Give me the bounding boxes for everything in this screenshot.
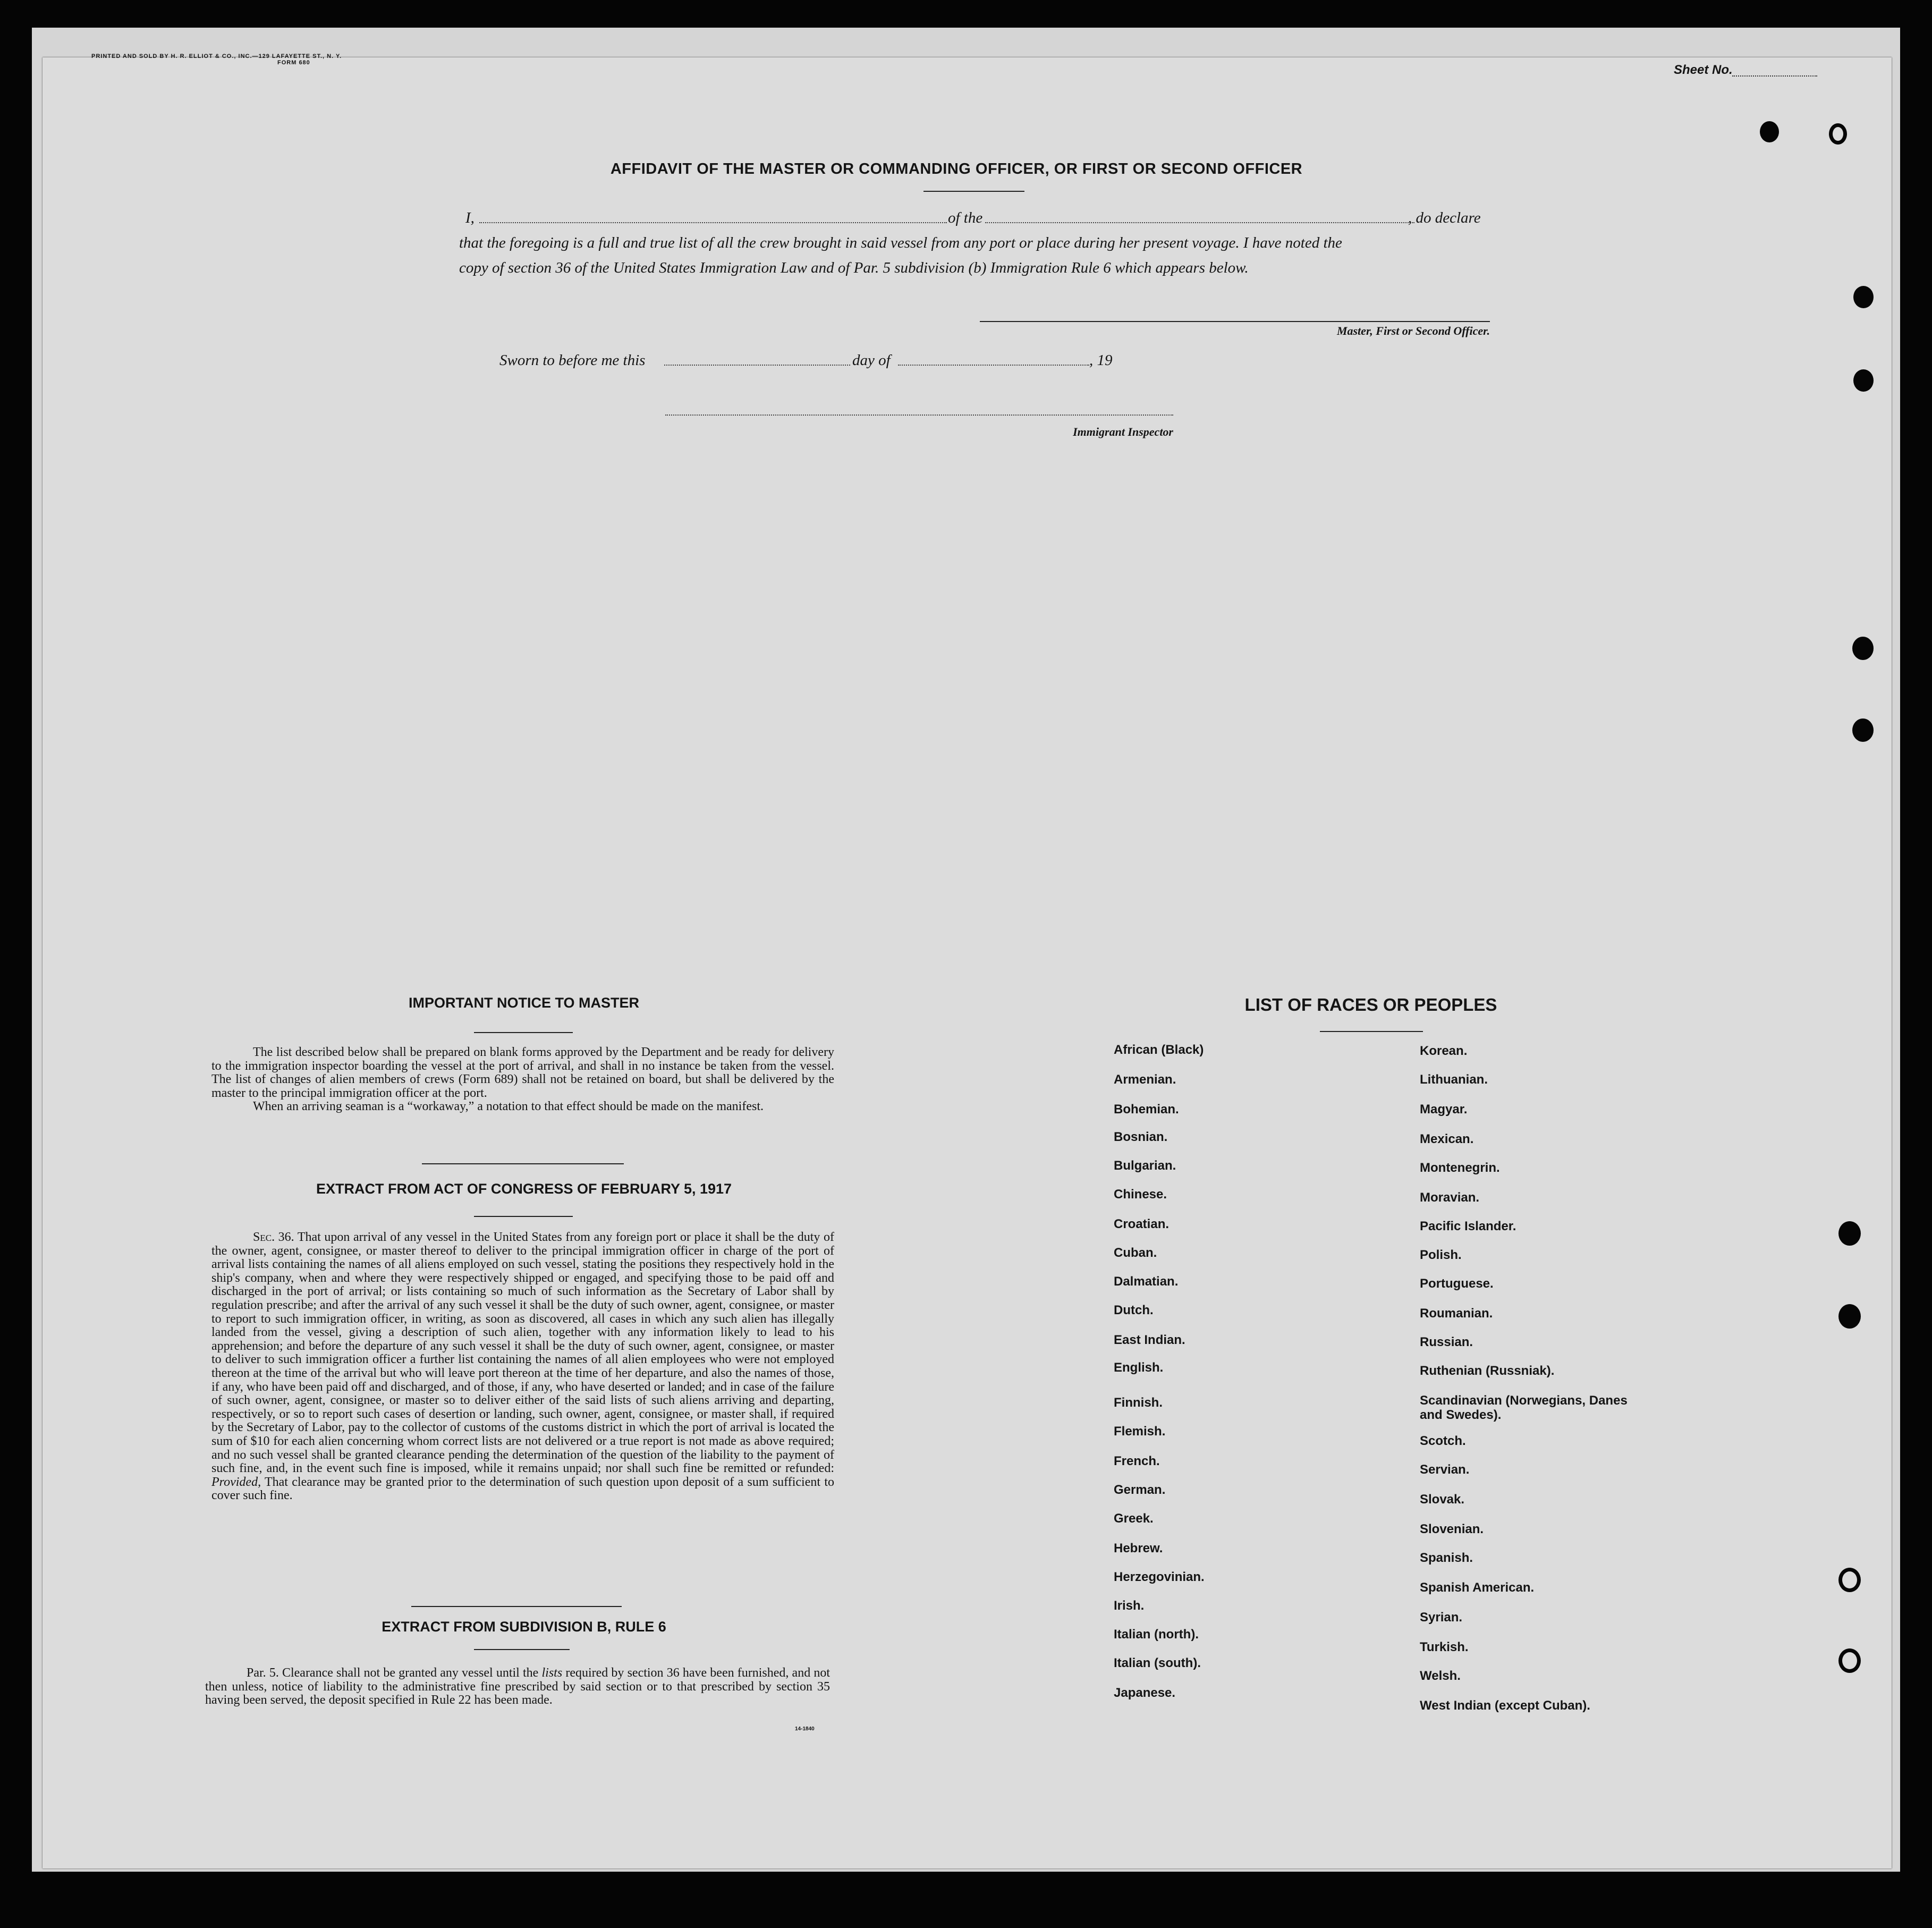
race-item: Italian (north). xyxy=(1114,1627,1199,1642)
section-divider xyxy=(422,1163,624,1164)
affidavit-title: AFFIDAVIT OF THE MASTER OR COMMANDING OFFICER, OR FIRST OR SECOND OFFICER xyxy=(610,160,1303,177)
rule-body-b: required by section 36 have been furnished, and not then unless, notice of liability to the administrative fine prescribed by said section or to that prescribed by section 35 having been served, the deposit specified in Rule 22 has been made. xyxy=(205,1666,831,1707)
form-number: FORM 680 xyxy=(277,60,310,66)
sheet-number-label: Sheet No. xyxy=(1674,63,1733,77)
race-item: Flemish. xyxy=(1114,1424,1166,1439)
rule-body-a: Par. 5. Clearance shall not be granted any vessel until the xyxy=(247,1666,539,1680)
race-item: English. xyxy=(1114,1360,1164,1375)
race-item: Welsh. xyxy=(1420,1669,1461,1683)
race-item: Dutch. xyxy=(1114,1303,1154,1317)
section-36-text xyxy=(211,1231,834,1503)
race-item: Cuban. xyxy=(1114,1246,1157,1260)
race-item: Italian (south). xyxy=(1114,1656,1201,1670)
race-item: Greek. xyxy=(1114,1511,1154,1526)
act-divider xyxy=(474,1216,573,1217)
race-item: German. xyxy=(1114,1483,1166,1497)
race-item: Japanese. xyxy=(1114,1686,1176,1700)
race-item: Magyar. xyxy=(1420,1102,1468,1117)
i-label: I, xyxy=(465,209,474,226)
notice-body xyxy=(211,1046,834,1114)
race-item: Armenian. xyxy=(1114,1072,1176,1087)
race-item: French. xyxy=(1114,1454,1160,1468)
sworn-month-field[interactable] xyxy=(898,365,1089,366)
inspector-caption: Immigrant Inspector xyxy=(1073,425,1173,438)
race-item: Russian. xyxy=(1420,1335,1473,1349)
race-item: West Indian (except Cuban). xyxy=(1420,1698,1590,1713)
printer-line: PRINTED AND SOLD BY H. R. ELLIOT & CO., INC.—129 LAFAYETTE ST., N. Y. xyxy=(91,53,342,60)
form-code: 14-1840 xyxy=(795,1726,815,1732)
race-item: Scotch. xyxy=(1420,1434,1466,1448)
declaration-line-3: copy of section 36 of the United States Immigration Law and of Par. 5 subdivision (b) Immigration Rule 6 which appears below. xyxy=(459,259,1249,276)
sec-36-proviso: That clearance may be granted prior to the determination of such question upon deposit of a sum sufficient to cover such fine. xyxy=(211,1475,834,1503)
races-divider xyxy=(1320,1031,1423,1032)
punch-hole xyxy=(1838,1568,1861,1592)
race-item: Slovenian. xyxy=(1420,1522,1484,1536)
race-item: Slovak. xyxy=(1420,1492,1465,1507)
inspector-signature-line[interactable] xyxy=(665,415,1173,416)
do-declare-label: , do declare xyxy=(1408,209,1481,226)
race-item: African (Black) xyxy=(1114,1043,1204,1057)
races-title: LIST OF RACES OR PEOPLES xyxy=(1244,995,1497,1014)
form-page xyxy=(43,57,1892,1868)
race-item: Bosnian. xyxy=(1114,1130,1168,1144)
race-item: Hebrew. xyxy=(1114,1541,1163,1555)
punch-hole xyxy=(1838,1221,1861,1246)
race-item: Spanish American. xyxy=(1420,1580,1535,1595)
race-item: Spanish. xyxy=(1420,1551,1473,1565)
race-item: Mexican. xyxy=(1420,1132,1474,1146)
race-item: Finnish. xyxy=(1114,1396,1163,1410)
notice-divider xyxy=(474,1032,573,1033)
punch-hole xyxy=(1838,1304,1861,1329)
vessel-field[interactable] xyxy=(985,222,1414,223)
race-item: Polish. xyxy=(1420,1248,1462,1262)
section-divider xyxy=(411,1606,622,1607)
punch-hole xyxy=(1760,121,1779,142)
race-item: Bulgarian. xyxy=(1114,1159,1176,1173)
race-item: Montenegrin. xyxy=(1420,1161,1500,1175)
sheet-number-field[interactable] xyxy=(1732,75,1817,77)
race-item: East Indian. xyxy=(1114,1333,1185,1347)
printer-imprint xyxy=(91,53,463,66)
provided-word: Provided, xyxy=(211,1475,261,1489)
title-divider xyxy=(923,191,1024,192)
race-item: Turkish. xyxy=(1420,1640,1469,1654)
rule-extract-title: EXTRACT FROM SUBDIVISION B, RULE 6 xyxy=(382,1619,666,1635)
race-item: Portuguese. xyxy=(1420,1276,1494,1291)
race-item: Chinese. xyxy=(1114,1187,1167,1202)
punch-hole xyxy=(1853,369,1874,392)
race-item: Scandinavian (Norwegians, Danes and Swedes). xyxy=(1420,1393,1628,1422)
notice-title: IMPORTANT NOTICE TO MASTER xyxy=(409,995,639,1011)
punch-hole xyxy=(1838,1648,1861,1673)
race-item: Ruthenian (Russniak). xyxy=(1420,1364,1555,1378)
name-field[interactable] xyxy=(479,222,947,223)
race-item: Lithuanian. xyxy=(1420,1072,1488,1087)
punch-hole xyxy=(1852,637,1874,660)
year-label: , 19 xyxy=(1089,352,1113,369)
race-item: Dalmatian. xyxy=(1114,1274,1179,1289)
race-item: Pacific Islander. xyxy=(1420,1219,1516,1233)
punch-hole xyxy=(1853,286,1874,308)
punch-hole xyxy=(1852,718,1874,742)
race-item: Servian. xyxy=(1420,1462,1470,1477)
race-item: Herzegovinian. xyxy=(1114,1570,1205,1584)
notice-paragraph-1: The list described below shall be prepared on blank forms approved by the Department and be ready for delivery to the immigration inspector boarding the vessel at the port of arrival, and shall in no instance be taken from the vessel. The list of changes of alien members of crews (Form 689) shall not be retained on board, but shall be delivered by the master to the principal immigration officer at the port. xyxy=(211,1045,834,1100)
race-item: Syrian. xyxy=(1420,1610,1463,1625)
declaration-line-2: that the foregoing is a full and true list of all the crew brought in said vessel from any port or place during her present voyage. I have noted the xyxy=(459,234,1342,251)
punch-hole xyxy=(1829,123,1847,145)
race-item: Roumanian. xyxy=(1420,1306,1493,1321)
sworn-day-field[interactable] xyxy=(664,365,850,366)
race-item: Moravian. xyxy=(1420,1190,1480,1205)
day-of-label: day of xyxy=(852,352,891,369)
sec-36-body: That upon arrival of any vessel in the United States from any foreign port or place it shall be the duty of the owner, agent, consignee, or master thereof to deliver to the principal immigration officer in charge of the port of arrival lists containing the names of all aliens employed on such vessel, stating the positions they respectively hold in the ship's company, when and where they were respectively shipped or engaged, and specifying those to be paid off and discharged in the port of arrival; or lists containing so much of such information as the Secretary of Labor shall by regulation prescribe; and after the arrival of any such vessel it shall be the duty of such owner, agent, consignee, or master to report to such immigration officer, in writing, as soon as discovered, all cases in which any such alien has illegally landed from the vessel, giving a description of such alien, together with any information likely to lead to his apprehension; and before the departure of any such vessel it shall be the duty of such owner, agent, consignee, or master to deliver to such immigration officer a further list containing the names of all alien employees who were not employed thereon at the time of the arrival but who will leave port thereon at the time of her departure, and also the names of those, if any, who have been paid off and discharged, and of those, if any, who have deserted or landed; and in case of the failure of such owner, agent, consignee, or master so to deliver either of the said lists of such aliens arriving and departing, respectively, or so to report such cases of desertion or landing, such owner, agent, consignee, or master shall, if required by the Secretary of Labor, pay to the collector of customs of the customs district in which the port of arrival is located the sum of $10 for each alien concerning whom correct lists are not delivered or a true report is not made as above required; and no such vessel shall be granted clearance pending the determination of the question of the liability to the payment of such fine, and, in the event such fine is imposed, while it remains unpaid; nor shall such fine be remitted or refunded: xyxy=(211,1230,834,1476)
race-item: Bohemian. xyxy=(1114,1102,1179,1117)
rule-6-text xyxy=(205,1667,830,1707)
notice-paragraph-2: When an arriving seaman is a “workaway,” a notation to that effect should be made on the manifest. xyxy=(253,1100,764,1114)
race-item: Irish. xyxy=(1114,1599,1145,1613)
rule-divider xyxy=(474,1649,570,1650)
sworn-label: Sworn to before me this xyxy=(499,352,646,369)
sec-label: Sec. 36. xyxy=(253,1230,294,1244)
officer-signature-line[interactable] xyxy=(980,321,1490,322)
of-the-label: of the xyxy=(948,209,983,226)
lists-word: lists xyxy=(541,1666,563,1680)
officer-caption: Master, First or Second Officer. xyxy=(1336,324,1490,337)
race-item: Croatian. xyxy=(1114,1217,1170,1231)
race-item: Korean. xyxy=(1420,1044,1468,1058)
act-extract-title: EXTRACT FROM ACT OF CONGRESS OF FEBRUARY 5, 1917 xyxy=(316,1181,732,1197)
